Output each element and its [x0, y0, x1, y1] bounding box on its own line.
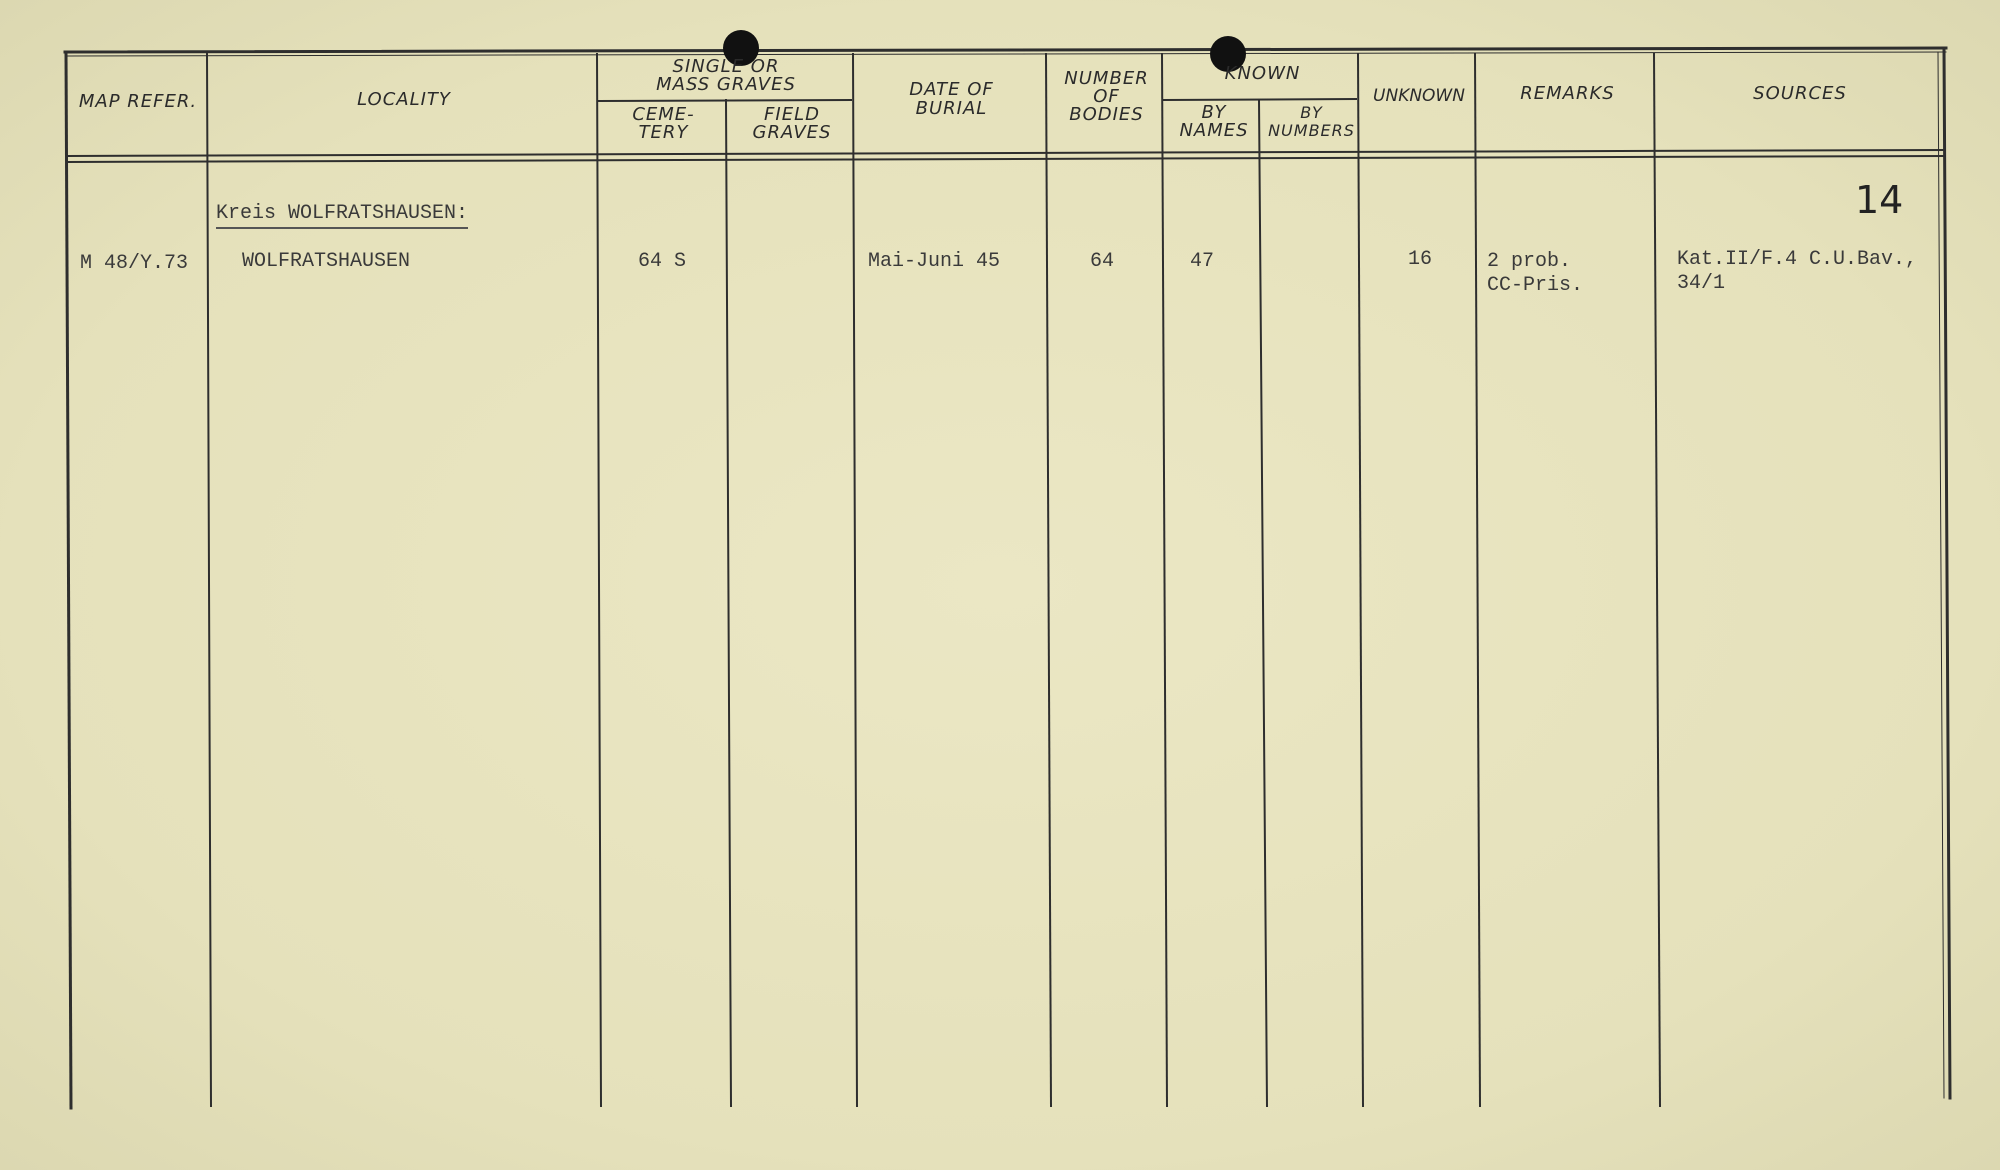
header-locality: LOCALITY: [357, 89, 451, 110]
header-field-line2: GRAVES: [752, 122, 832, 143]
header-sources: SOURCES: [1753, 83, 1847, 104]
header-graves-group-line1: SINGLE OR: [672, 56, 780, 77]
cell-cemetery: 64 S: [638, 250, 687, 273]
header-number-of-bodies: [1051, 70, 1162, 124]
cell-unknown: 16: [1408, 248, 1433, 271]
header-number-line2: OF: [1093, 86, 1120, 107]
header-remarks: REMARKS: [1520, 83, 1615, 104]
cell-sources-line1: Kat.II/F.4 C.U.Bav.,: [1677, 248, 1918, 271]
cell-locality: WOLFRATSHAUSEN: [242, 250, 411, 273]
header-field-graves: [731, 106, 853, 142]
header-date-line1: DATE OF: [909, 79, 994, 100]
cell-by-names: 47: [1190, 250, 1215, 273]
cell-date-of-burial: Mai-Juni 45: [868, 250, 1001, 273]
cell-remarks-line1: 2 prob.: [1487, 250, 1572, 273]
header-cemetery: [601, 106, 726, 142]
header-field-line1: FIELD: [764, 104, 820, 125]
header-date-of-burial: [857, 80, 1046, 118]
header-graves-group-line2: MASS GRAVES: [656, 74, 796, 95]
cell-map-ref: M 48/Y.73: [80, 252, 189, 275]
header-number-line1: NUMBER: [1064, 68, 1149, 89]
header-graves-group: [601, 58, 851, 94]
header-known: KNOWN: [1224, 63, 1301, 84]
page-number: 14: [1855, 178, 1904, 222]
cell-sources: [1677, 248, 1917, 296]
cell-remarks-line2: CC-Pris.: [1487, 274, 1584, 297]
cell-remarks: [1487, 250, 1583, 298]
header-cemetery-line1: CEME-: [632, 104, 695, 125]
district-heading: Kreis WOLFRATSHAUSEN:: [216, 202, 468, 229]
header-by-numbers-line1: BY: [1300, 103, 1323, 122]
header-map-refer: MAP REFER.: [78, 91, 198, 112]
header-cemetery-line2: TERY: [638, 122, 689, 143]
header-by-numbers-line2: NUMBERS: [1268, 121, 1355, 140]
header-by-names: [1167, 104, 1261, 140]
header-by-names-line2: NAMES: [1179, 120, 1249, 141]
cell-number-of-bodies: 64: [1090, 250, 1115, 273]
header-by-names-line1: BY: [1201, 102, 1227, 123]
header-by-numbers: [1265, 104, 1358, 140]
header-number-line3: BODIES: [1069, 104, 1144, 125]
header-date-line2: BURIAL: [915, 98, 988, 119]
header-unknown: UNKNOWN: [1373, 86, 1465, 106]
cell-sources-line2: 34/1: [1677, 272, 1726, 295]
